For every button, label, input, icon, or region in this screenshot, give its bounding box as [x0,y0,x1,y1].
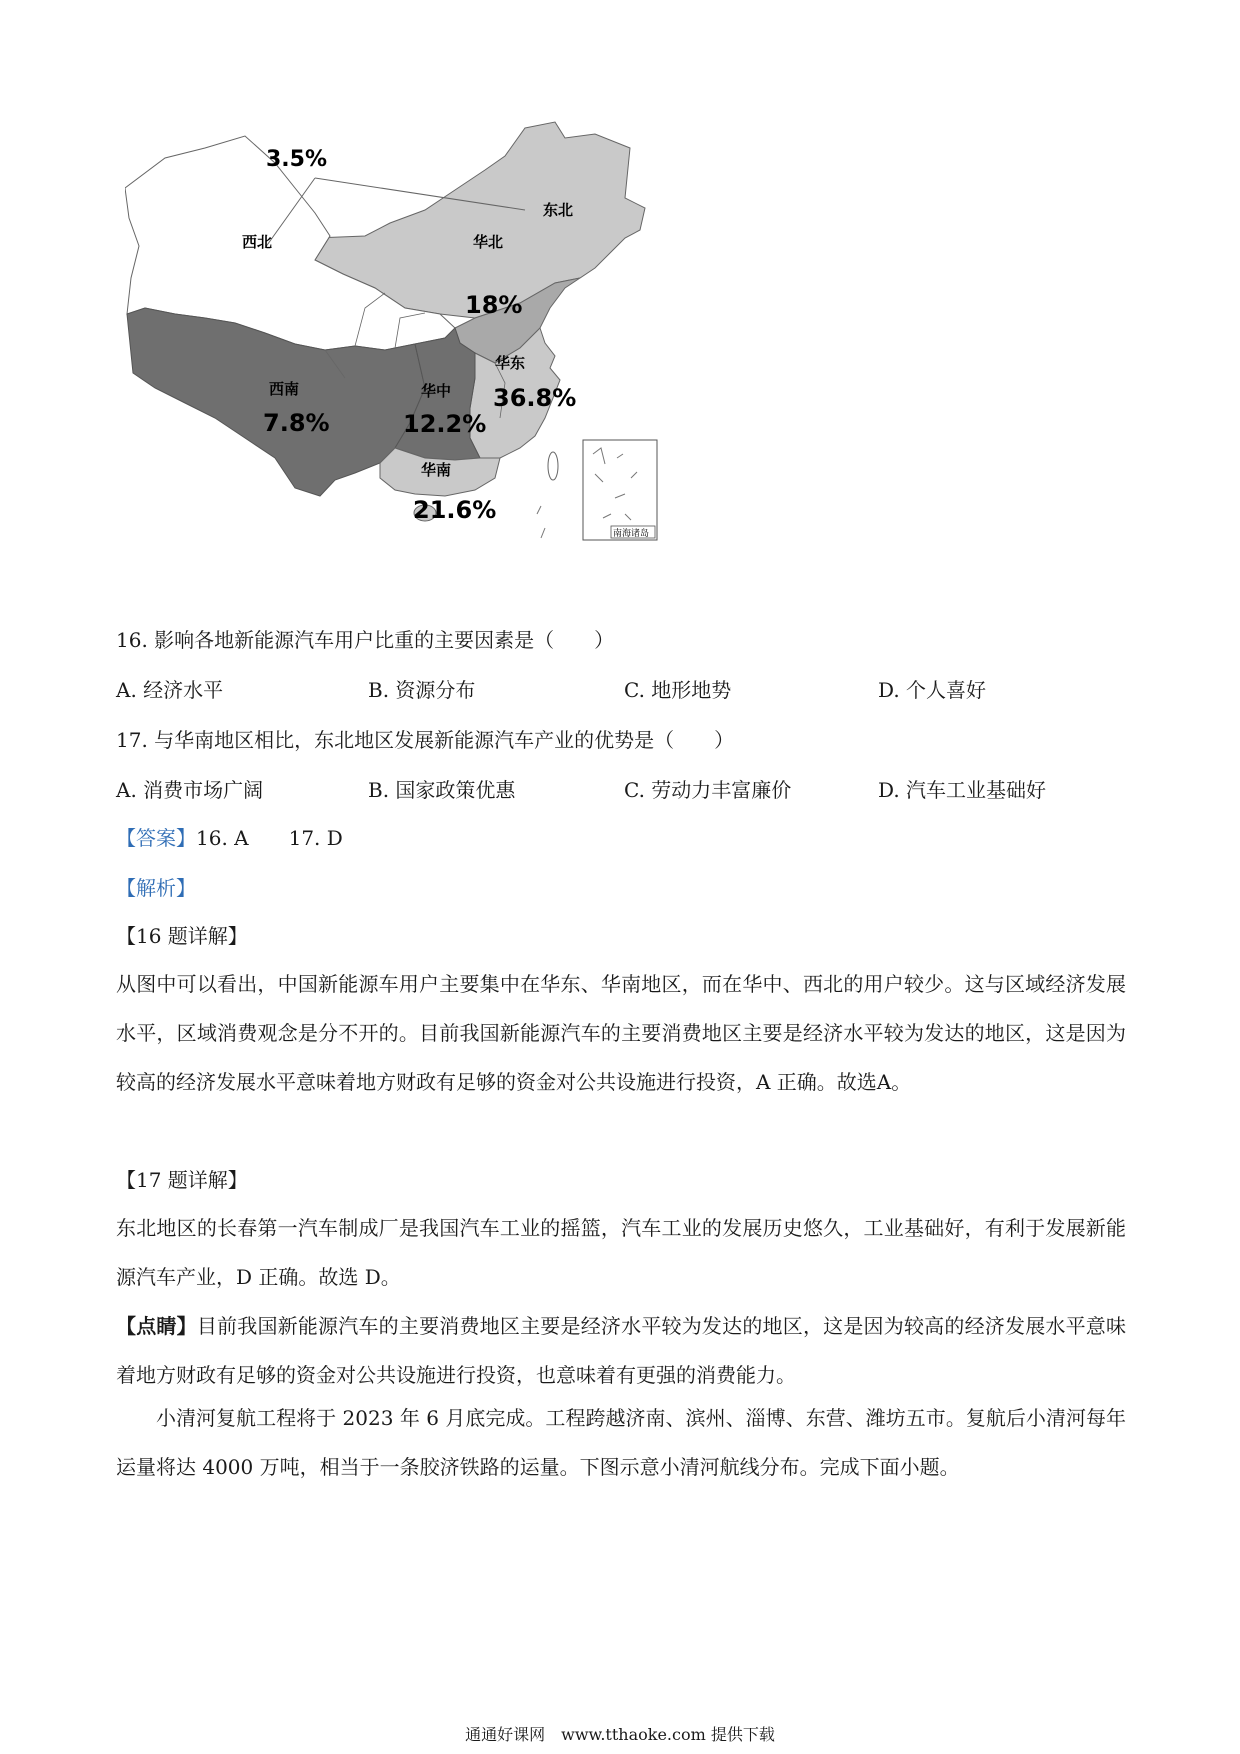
tip-label: 【点睛】 [116,1314,197,1338]
answer-line [116,824,343,852]
detail-17-text [116,1204,1126,1302]
label-northeast: 东北 [543,201,574,219]
detail-16-text [116,960,1126,1107]
answer-label: 【答案】 [116,826,196,850]
china-region-map [125,118,765,618]
q16-option-a: A. 经济水平 [116,678,224,702]
analysis-label: 【解析】 [116,876,196,900]
detail-16-paragraph: 从图中可以看出，中国新能源车用户主要集中在华东、华南地区，而在华中、西北的用户较少。这与区域经济发展水平，区域消费观念是分不开的。目前我国新能源汽车的主要消费地区主要是经济水平较为发达的地区，这是因为较高的经济发展水平意味着地方财政有足够的资金对公共设施进行投资，A 正确。故选A。 [116,972,1126,1094]
question-16-stem: 16. 影响各地新能源汽车用户比重的主要因素是（ ） [116,628,615,652]
detail-17-paragraph: 东北地区的长春第一汽车制成厂是我国汽车工业的摇篮，汽车工业的发展历史悠久，工业基础好，有利于发展新能源汽车产业，D 正确。故选 D。 [116,1216,1126,1289]
q17-option-b: B. 国家政策优惠 [368,778,516,802]
south-sea-inset [583,440,657,540]
label-southwest: 西南 [269,380,300,398]
q17-option-c: C. 劳动力丰富廉价 [624,778,792,802]
label-northwest: 西北 [242,233,273,251]
question-17-stem: 17. 与华南地区相比，东北地区发展新能源汽车产业的优势是（ ） [116,728,735,752]
detail-17-heading: 【17 题详解】 [116,1168,248,1192]
label-central: 华中 [421,382,452,400]
q17-option-a: A. 消费市场广阔 [116,778,264,802]
tip-text: 目前我国新能源汽车的主要消费地区主要是经济水平较为发达的地区，这是因为较高的经济发展水平意味着地方财政有足够的资金对公共设施进行投资，也意味着有更强的消费能力。 [116,1314,1127,1387]
label-percent-3-5: 3.5% [265,147,327,172]
label-percent-36-8: 36.8% [493,384,577,412]
q16-option-c: C. 地形地势 [624,678,732,702]
q17-option-d: D. 汽车工业基础好 [878,778,1047,802]
label-south-sea-islands: 南海诸岛 [613,529,650,539]
page-footer: 通通好课网 www.tthaoke.com 提供下载 [465,1725,775,1744]
q16-option-b: B. 资源分布 [368,678,476,702]
label-south: 华南 [421,461,452,479]
label-north: 华北 [473,233,504,251]
label-percent-18: 18% [465,291,523,319]
taiwan-island [548,452,558,480]
next-section-intro [116,1394,1126,1492]
answer-value: 16. A 17. D [196,826,343,850]
intro-paragraph: 小清河复航工程将于 2023 年 6 月底完成。工程跨越济南、滨州、淄博、东营、潍坊五市。复航后小清河每年运量将达 4000 万吨，相当于一条胶济铁路的运量。下图示意小清河航线分布。完成下面小题。 [116,1406,1126,1479]
label-east: 华东 [495,354,526,372]
detail-16-heading: 【16 题详解】 [116,924,248,948]
q16-option-d: D. 个人喜好 [878,678,987,702]
label-percent-21-6: 21.6% [413,496,497,524]
label-percent-12-2: 12.2% [403,410,487,438]
label-percent-7-8: 7.8% [263,409,330,437]
tip-block [116,1302,1126,1400]
